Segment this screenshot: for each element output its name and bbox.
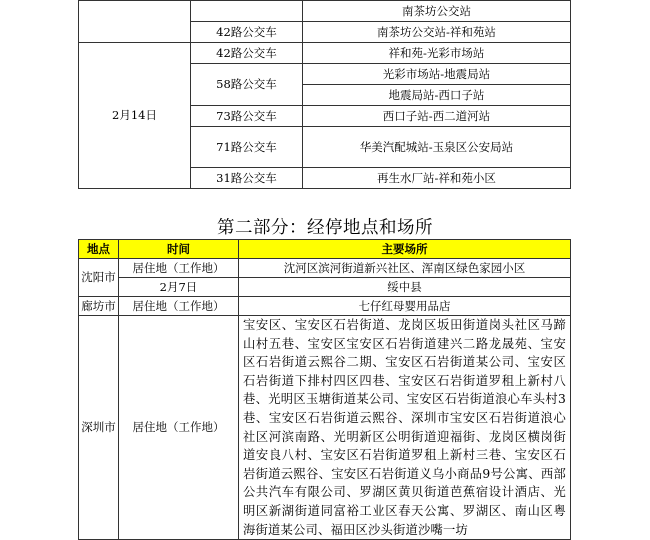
route-cell: 58路公交车 bbox=[191, 64, 303, 106]
place-cell: 沈阳市 bbox=[79, 259, 119, 297]
route-cell: 42路公交车 bbox=[191, 22, 303, 43]
time-cell: 居住地（工作地） bbox=[119, 316, 239, 540]
segment-cell: 再生水厂站-祥和苑小区 bbox=[303, 168, 571, 189]
time-cell: 2月7日 bbox=[119, 278, 239, 297]
time-cell: 居住地（工作地） bbox=[119, 297, 239, 316]
venue-cell-long: 宝安区、宝安区石岩街道、龙岗区坂田街道岗头社区马蹄山村五巷、宝安区宝安区石岩街道建兴二路龙晟苑、宝安区石岩街道云熙谷二期、宝安区石岩街道某公司、宝安区石岩街道下排村四区四巷、宝安区石岩街道罗租上新村八巷、光明区玉塘街道某公司、宝安区石岩街道浪心车头村3巷、宝安区石岩街道云熙谷、深圳市宝安区石岩街道浪心社区河滨南路、光明新区公明街道迎福街、龙岗区横岗街道安良八村、宝安区石岩街道罗租上新村三巷、宝安区石岩街道云熙谷、宝安区石岩街道义乌小商品9号公寓、西部公共汽车有限公司、罗湖区黄贝街道芭蕉宿设计酒店、光明区新湖街道同富裕工业区春天公寓、罗湖区、南山区粤海街道某公司、福田区沙头街道沙嘴一坊 bbox=[239, 316, 571, 540]
place-cell: 廊坊市 bbox=[79, 297, 119, 316]
segment-cell: 光彩市场站-地震局站 bbox=[303, 64, 571, 85]
table-row bbox=[79, 1, 571, 22]
venue-table bbox=[78, 239, 571, 540]
header-time: 时间 bbox=[119, 240, 239, 259]
table-row bbox=[79, 316, 571, 540]
table-row bbox=[79, 297, 571, 316]
bus-route-table bbox=[78, 0, 571, 189]
route-cell: 73路公交车 bbox=[191, 106, 303, 127]
segment-cell: 南茶坊公交站 bbox=[303, 1, 571, 22]
table-row bbox=[79, 278, 571, 297]
venue-cell: 沈河区滨河街道新兴社区、浑南区绿色家园小区 bbox=[239, 259, 571, 278]
segment-cell: 地震局站-西口子站 bbox=[303, 85, 571, 106]
route-cell bbox=[191, 1, 303, 22]
date-cell-prev bbox=[79, 1, 191, 43]
segment-cell: 南茶坊公交站-祥和苑站 bbox=[303, 22, 571, 43]
segment-cell: 华美汽配城站-玉泉区公安局站 bbox=[303, 127, 571, 168]
date-cell: 2月14日 bbox=[79, 43, 191, 189]
section-title: 第二部分：经停地点和场所 bbox=[217, 218, 433, 238]
route-cell: 42路公交车 bbox=[191, 43, 303, 64]
route-cell: 71路公交车 bbox=[191, 127, 303, 168]
time-cell: 居住地（工作地） bbox=[119, 259, 239, 278]
venue-cell: 绥中县 bbox=[239, 278, 571, 297]
header-place: 地点 bbox=[79, 240, 119, 259]
segment-cell: 祥和苑-光彩市场站 bbox=[303, 43, 571, 64]
route-cell: 31路公交车 bbox=[191, 168, 303, 189]
segment-cell: 西口子站-西二道河站 bbox=[303, 106, 571, 127]
table-row bbox=[79, 259, 571, 278]
table-header-row bbox=[79, 240, 571, 259]
venue-cell: 七仔红母婴用品店 bbox=[239, 297, 571, 316]
table-row bbox=[79, 43, 571, 64]
place-cell: 深圳市 bbox=[79, 316, 119, 540]
header-venue: 主要场所 bbox=[239, 240, 571, 259]
